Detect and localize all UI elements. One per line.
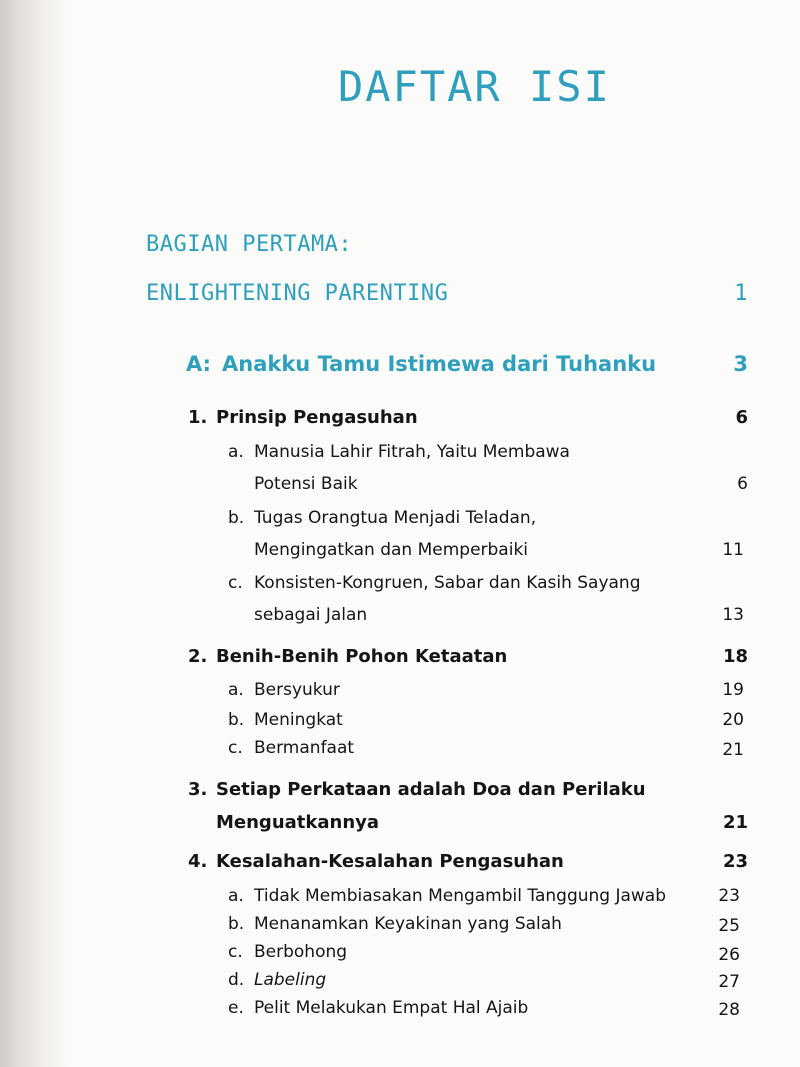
- chapter-page-number: 23: [722, 851, 748, 872]
- item-letter: c.: [228, 942, 243, 962]
- item-letter: c.: [228, 738, 243, 758]
- part-page-number: 1: [734, 281, 748, 306]
- item-page-number: 27: [718, 972, 740, 992]
- item-page-number: 6: [737, 474, 748, 494]
- item-letter: a.: [228, 886, 244, 906]
- item-page-number: 25: [718, 916, 740, 936]
- section-a-label: A:: [186, 352, 212, 376]
- page-title: DAFTAR ISI: [338, 62, 611, 111]
- item-text: Tidak Membiasakan Mengambil Tanggung Jawab: [254, 886, 667, 906]
- part-heading-line2: ENLIGHTENING PARENTING: [146, 281, 449, 306]
- item-text-line2: Mengingatkan dan Memperbaiki: [254, 540, 529, 560]
- item-letter: d.: [228, 970, 245, 990]
- item-page-number: 26: [718, 945, 740, 965]
- item-letter: b.: [228, 710, 245, 730]
- chapter-title-line1: Setiap Perkataan adalah Doa dan Perilaku: [216, 779, 646, 800]
- chapter-number: 3.: [188, 779, 208, 800]
- item-text: Menanamkan Keyakinan yang Salah: [254, 914, 562, 934]
- item-text: Bersyukur: [254, 680, 340, 700]
- chapter-title-line2: Menguatkannya: [216, 812, 380, 833]
- part-heading-line1: BAGIAN PERTAMA:: [146, 232, 353, 257]
- item-text-line1: Manusia Lahir Fitrah, Yaitu Membawa: [254, 442, 570, 462]
- item-page-number: 23: [718, 886, 740, 906]
- item-page-number: 20: [722, 710, 744, 730]
- item-text: Meningkat: [254, 710, 343, 730]
- item-text: Bermanfaat: [254, 738, 355, 758]
- item-page-number: 21: [722, 740, 744, 760]
- item-text-line2: sebagai Jalan: [254, 605, 368, 625]
- chapter-page-number: 21: [722, 812, 748, 833]
- chapter-title: Kesalahan-Kesalahan Pengasuhan: [216, 851, 564, 872]
- item-page-number: 11: [722, 540, 744, 560]
- item-letter: e.: [228, 998, 244, 1018]
- item-page-number: 13: [722, 605, 744, 625]
- item-letter: b.: [228, 914, 245, 934]
- chapter-title: Prinsip Pengasuhan: [216, 407, 418, 428]
- chapter-page-number: 6: [735, 407, 748, 428]
- item-letter: c.: [228, 573, 243, 593]
- chapter-title: Benih-Benih Pohon Ketaatan: [216, 646, 508, 667]
- chapter-number: 2.: [188, 646, 208, 667]
- chapter-number: 1.: [188, 407, 208, 428]
- item-letter: a.: [228, 442, 244, 462]
- item-letter: a.: [228, 680, 244, 700]
- item-text-line1: Konsisten-Kongruen, Sabar dan Kasih Sayang: [254, 573, 641, 593]
- chapter-number: 4.: [188, 851, 208, 872]
- item-page-number: 19: [722, 680, 744, 700]
- chapter-page-number: 18: [722, 646, 748, 667]
- item-text: Labeling: [254, 970, 327, 990]
- item-text-line2: Potensi Baik: [254, 474, 358, 494]
- item-letter: b.: [228, 508, 245, 528]
- section-a-title: Anakku Tamu Istimewa dari Tuhanku: [222, 352, 657, 376]
- item-text: Berbohong: [254, 942, 348, 962]
- item-page-number: 28: [718, 1000, 740, 1020]
- item-text-line1: Tugas Orangtua Menjadi Teladan,: [254, 508, 537, 528]
- item-text: Pelit Melakukan Empat Hal Ajaib: [254, 998, 529, 1018]
- section-a-page-number: 3: [733, 352, 748, 376]
